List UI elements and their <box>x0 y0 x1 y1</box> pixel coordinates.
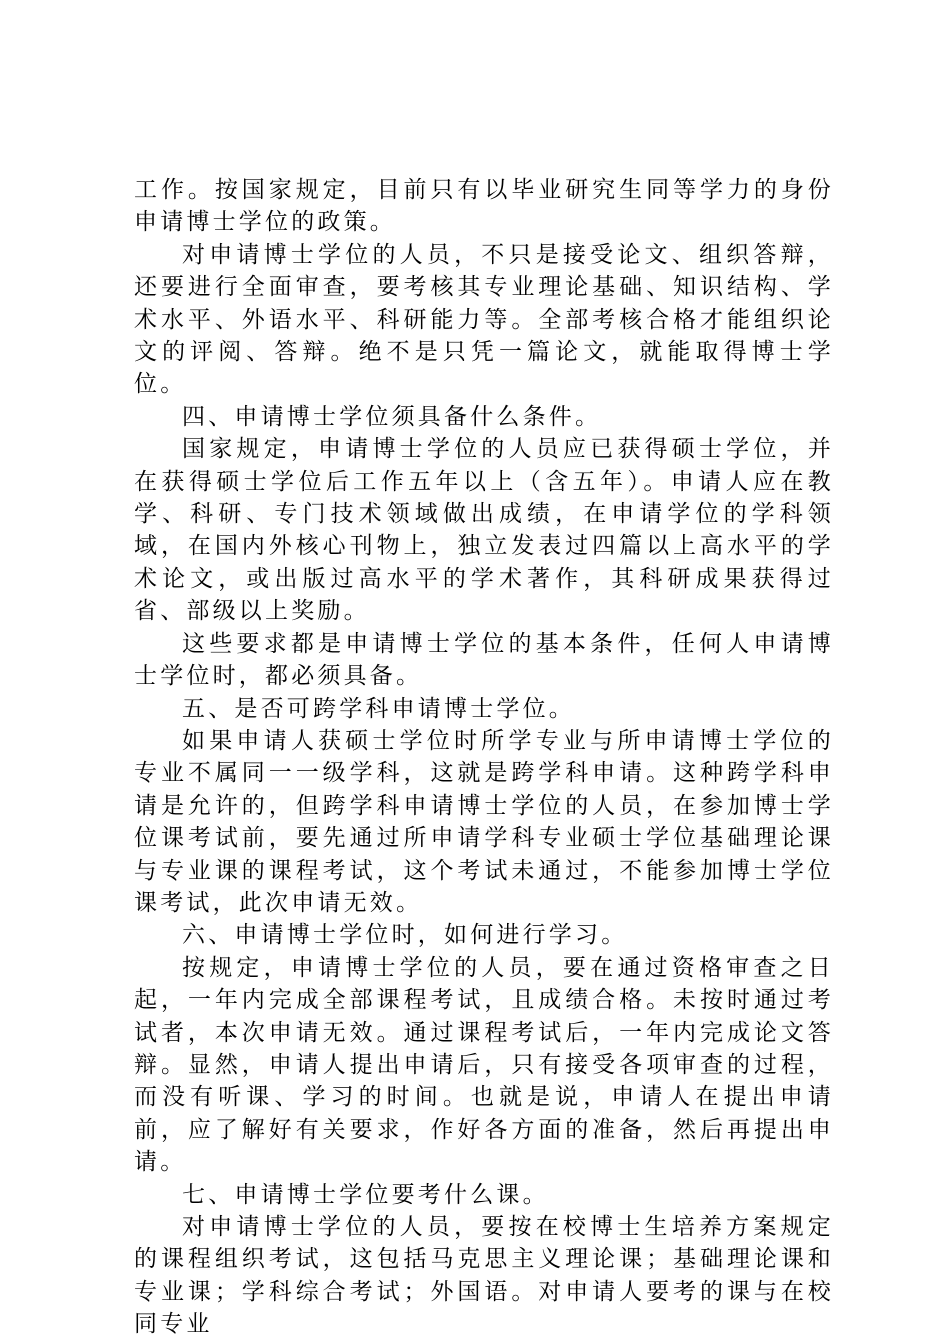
paragraph-continuation: 工作。按国家规定，目前只有以毕业研究生同等学力的身份申请博士学位的政策。 <box>134 177 834 236</box>
section-heading-7: 七、申请博士学位要考什么课。 <box>182 1181 549 1208</box>
document-page <box>134 174 834 1341</box>
paragraph-cross-discipline: 如果申请人获硕士学位时所学专业与所申请博士学位的专业不属同一一级学科，这就是跨学科申请。这种跨学科申请是允许的，但跨学科申请博士学位的人员，在参加博士学位课考试前，要先通过所申请学科专业硕士学位基础理论课与专业课的课程考试，这个考试未通过，不能参加博士学位课考试，此次申请无效。 <box>134 727 834 916</box>
paragraph-study-schedule: 按规定，申请博士学位的人员，要在通过资格审查之日起，一年内完成全部课程考试，且成绩合格。未按时通过考试者，本次申请无效。通过课程考试后，一年内完成论文答辩。显然，申请人提出申请后，只有接受各项审查的过程，而没有听课、学习的时间。也就是说，申请人在提出申请前，应了解好有关要求，作好各方面的准备，然后再提出申请。 <box>134 954 834 1176</box>
section-heading-6: 六、申请博士学位时，如何进行学习。 <box>182 922 628 949</box>
paragraph-national-rules: 国家规定，申请博士学位的人员应已获得硕士学位，并在获得硕士学位后工作五年以上（含五年）。申请人应在教学、科研、专门技术领域做出成绩，在申请学位的学科领域，在国内外核心刊物上，独立发表过四篇以上高水平的学术论文，或出版过高水平的学术著作，其科研成果获得过省、部级以上奖励。 <box>134 436 834 625</box>
paragraph-basic-conditions: 这些要求都是申请博士学位的基本条件，任何人申请博士学位时，都必须具备。 <box>134 630 834 690</box>
section-heading-5: 五、是否可跨学科申请博士学位。 <box>182 695 575 722</box>
paragraph-review-requirements: 对申请博士学位的人员，不只是接受论文、组织答辩，还要进行全面审查，要考核其专业理论基础、知识结构、学术水平、外语水平、科研能力等。全部考核合格才能组织论文的评阅、答辩。绝不是只凭一篇论文，就能取得博士学位。 <box>134 241 834 398</box>
section-heading-4: 四、申请博士学位须具备什么条件。 <box>182 403 602 430</box>
paragraph-exam-courses: 对申请博士学位的人员，要按在校博士生培养方案规定的课程组织考试，这包括马克思主义理论课；基础理论课和专业课；学科综合考试；外国语。对申请人要考的课与在校同专业 <box>134 1214 834 1338</box>
